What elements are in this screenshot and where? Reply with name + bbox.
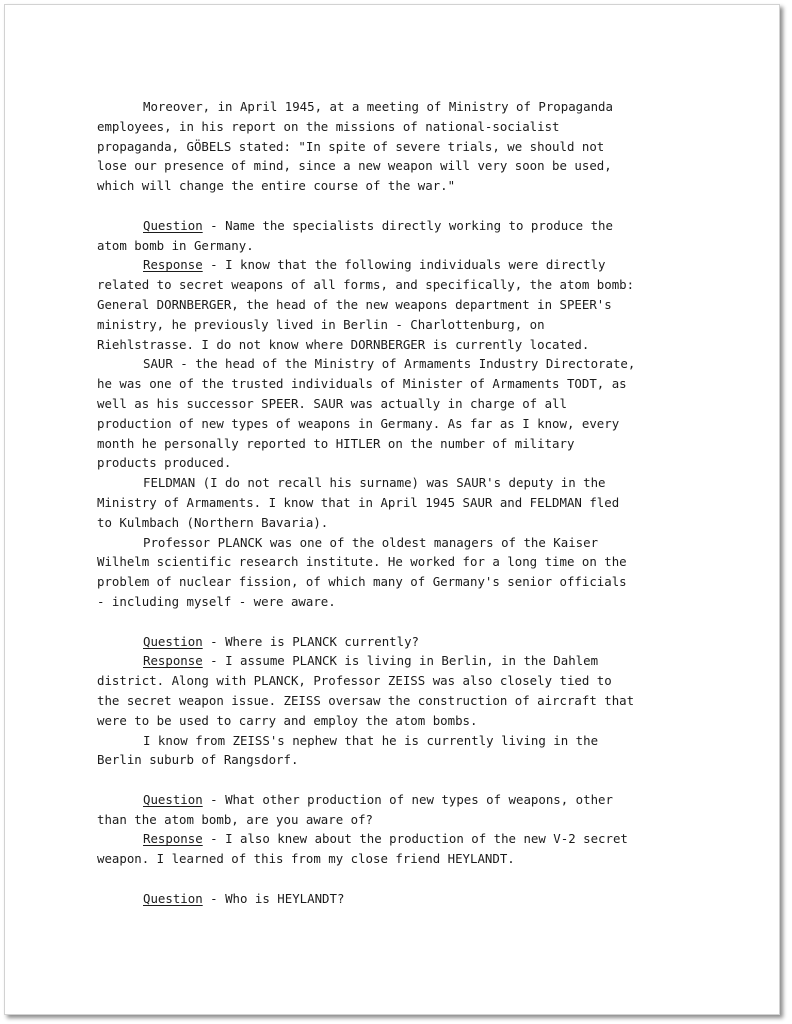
text-line: Response - I know that the following individuals were directly — [143, 257, 606, 273]
text-line: production of new types of weapons in Germany. As far as I know, every — [97, 415, 620, 431]
text-line: FELDMAN (I do not recall his surname) was SAUR's deputy in the — [143, 475, 606, 491]
paragraph-gap — [97, 770, 737, 790]
document-page — [4, 4, 780, 1015]
text-line: Response - I also knew about the production of the new V-2 secret — [143, 831, 628, 847]
text-line: employees, in his report on the missions of national-socialist — [97, 118, 560, 134]
text-line: he was one of the trusted individuals of Minister of Armaments TODT, as — [97, 376, 627, 392]
text-line: district. Along with PLANCK, Professor ZEISS was also closely tied to — [97, 673, 612, 689]
question-block — [97, 889, 737, 909]
text-line: Riehlstrasse. I do not know where DORNBERGER is currently located. — [97, 336, 590, 352]
text-line: I know from ZEISS's nephew that he is currently living in the — [143, 732, 599, 748]
text-line: - including myself - were aware. — [97, 593, 336, 609]
text-line: which will change the entire course of the war." — [97, 178, 456, 194]
text-line: were to be used to carry and employ the atom bombs. — [97, 712, 478, 728]
text-line: SAUR - the head of the Ministry of Armaments Industry Directorate, — [143, 356, 636, 372]
text-line: problem of nuclear fission, of which many of Germany's senior officials — [97, 574, 627, 590]
text-line: ministry, he previously lived in Berlin - Charlottenburg, on — [97, 316, 545, 332]
paragraph-gap — [97, 196, 737, 216]
text-line: month he personally reported to HITLER on the number of military — [97, 435, 575, 451]
text-line: Response - I assume PLANCK is living in Berlin, in the Dahlem — [143, 653, 599, 669]
question-label: Question — [143, 217, 203, 233]
paragraph — [97, 473, 737, 532]
text-line: lose our presence of mind, since a new weapon will very soon be used, — [97, 158, 612, 174]
question-label: Question — [143, 791, 203, 807]
text-line: than the atom bomb, are you aware of? — [97, 811, 374, 827]
text-line: propaganda, GÖBELS stated: "In spite of severe trials, we should not — [97, 138, 605, 154]
response-block — [97, 651, 737, 730]
document-body — [97, 97, 737, 909]
question-block — [97, 216, 737, 256]
paragraph — [97, 97, 737, 196]
text-line: the secret weapon issue. ZEISS oversaw the construction of aircraft that — [97, 692, 635, 708]
text-line: Professor PLANCK was one of the oldest managers of the Kaiser — [143, 534, 599, 550]
question-block — [97, 632, 737, 652]
text-line: Berlin suburb of Rangsdorf. — [97, 752, 299, 768]
response-label: Response — [143, 653, 203, 669]
paragraph-gap — [97, 612, 737, 632]
question-label: Question — [143, 890, 203, 906]
text-line: Ministry of Armaments. I know that in April 1945 SAUR and FELDMAN fled — [97, 494, 620, 510]
text-line: to Kulmbach (Northern Bavaria). — [97, 514, 329, 530]
paragraph — [97, 533, 737, 612]
paragraph-gap — [97, 869, 737, 889]
text-line: atom bomb in Germany. — [97, 237, 254, 253]
text-line: Question - What other production of new types of weapons, other — [143, 791, 613, 807]
response-label: Response — [143, 831, 203, 847]
response-block — [97, 255, 737, 354]
text-line: related to secret weapons of all forms, and specifically, the atom bomb: — [97, 277, 635, 293]
text-line: weapon. I learned of this from my close friend HEYLANDT. — [97, 851, 515, 867]
text-line: Wilhelm scientific research institute. He worked for a long time on the — [97, 554, 627, 570]
text-line: General DORNBERGER, the head of the new weapons department in SPEER's — [97, 296, 612, 312]
paragraph — [97, 731, 737, 771]
paragraph — [97, 354, 737, 473]
text-line: well as his successor SPEER. SAUR was actually in charge of all — [97, 395, 567, 411]
text-line: Question - Name the specialists directly working to produce the — [143, 217, 613, 233]
question-label: Question — [143, 633, 203, 649]
text-line: Question - Who is HEYLANDT? — [143, 890, 345, 906]
question-block — [97, 790, 737, 830]
response-block — [97, 829, 737, 869]
text-line: Question - Where is PLANCK currently? — [143, 633, 420, 649]
text-line: Moreover, in April 1945, at a meeting of Ministry of Propaganda — [143, 99, 613, 114]
response-label: Response — [143, 257, 203, 273]
text-line: products produced. — [97, 455, 232, 471]
